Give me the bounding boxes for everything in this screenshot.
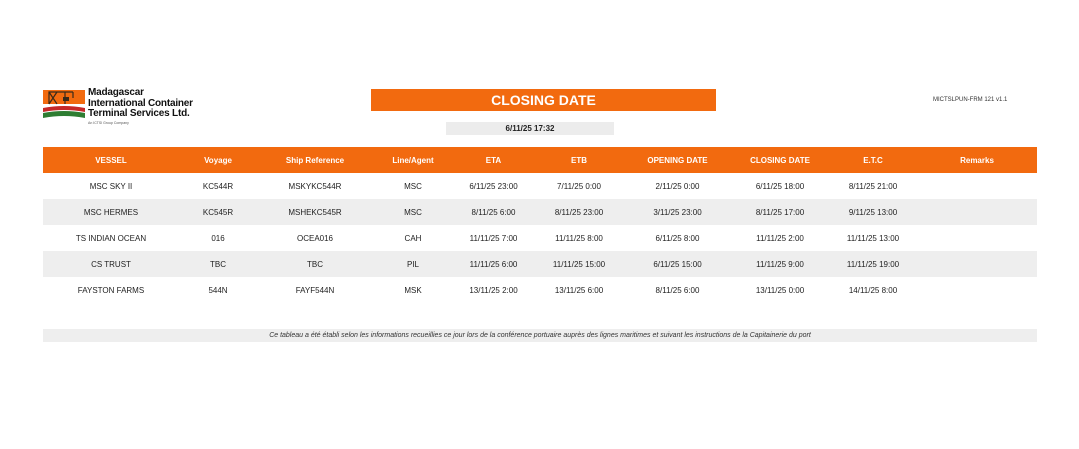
cell-closing-date: 6/11/25 18:00 — [755, 181, 805, 191]
column-header-eta: ETA — [485, 155, 502, 165]
cell-etb: 8/11/25 23:00 — [554, 207, 604, 217]
table-header — [43, 147, 1037, 173]
cell-line-agent: CAH — [404, 233, 422, 243]
column-header-etb: ETB — [571, 155, 587, 165]
cell-opening-date: 2/11/25 0:00 — [655, 181, 700, 191]
cell-opening-date: 6/11/25 8:00 — [655, 233, 700, 243]
column-header-opening-date: OPENING DATE — [647, 155, 708, 165]
cell-closing-date: 13/11/25 0:00 — [755, 285, 805, 295]
cell-voyage: KC545R — [202, 207, 234, 217]
footnote: Ce tableau a été établi selon les informations recueillies ce jour lors de la conférence portuaire auprès des lignes maritimes et suivant les instructions de la Capitainerie du port — [43, 329, 1037, 342]
cell-closing-date: 11/11/25 2:00 — [756, 233, 804, 243]
company-logo — [43, 88, 208, 128]
cell-line-agent: MSK — [404, 285, 422, 295]
cell-etb: 13/11/25 6:00 — [554, 285, 604, 295]
cell-eta: 6/11/25 23:00 — [469, 181, 518, 191]
cell-voyage: 016 — [211, 233, 225, 243]
cell-etb: 7/11/25 0:00 — [557, 181, 601, 191]
column-header-vessel: VESSEL — [95, 155, 127, 165]
cell-line-agent: PIL — [406, 259, 419, 269]
crane-logo-icon — [43, 88, 85, 120]
cell-eta: 13/11/25 2:00 — [469, 285, 518, 295]
cell-ship-reference: MSKYKC544R — [288, 181, 342, 191]
cell-vessel: MSC SKY II — [89, 181, 133, 191]
report-datetime: 6/11/25 17:32 — [446, 122, 614, 135]
form-code: MICTSLPUN-FRM 121 v1.1 — [933, 97, 1008, 103]
cell-etb: 11/11/25 15:00 — [552, 259, 606, 269]
cell-ship-reference: MSHEKC545R — [288, 207, 342, 217]
cell-etc: 11/11/25 19:00 — [846, 259, 900, 269]
page-title: CLOSING DATE — [371, 89, 716, 111]
logo-tagline: An ICTSI Group Company — [88, 121, 129, 125]
cell-ship-reference: TBC — [307, 259, 323, 269]
column-header-voyage: Voyage — [204, 155, 232, 165]
logo-line-1: Madagascar — [88, 87, 144, 98]
cell-eta: 11/11/25 6:00 — [469, 259, 518, 269]
cell-voyage: KC544R — [202, 181, 234, 191]
cell-vessel: CS TRUST — [91, 259, 131, 269]
column-header-closing-date: CLOSING DATE — [750, 155, 810, 165]
cell-eta: 11/11/25 7:00 — [469, 233, 518, 243]
cell-closing-date: 11/11/25 9:00 — [756, 259, 804, 269]
cell-vessel: MSC HERMES — [83, 207, 139, 217]
column-header-remarks: Remarks — [960, 155, 994, 165]
column-header-line-agent: Line/Agent — [392, 155, 434, 165]
cell-opening-date: 8/11/25 6:00 — [655, 285, 700, 295]
cell-etb: 11/11/25 8:00 — [555, 233, 603, 243]
closing-date-table — [43, 147, 1037, 303]
cell-etc: 8/11/25 21:00 — [848, 181, 898, 191]
cell-voyage: TBC — [210, 259, 226, 269]
cell-voyage: 544N — [208, 285, 228, 295]
column-header-ship-reference: Ship Reference — [285, 155, 345, 165]
cell-vessel: FAYSTON FARMS — [77, 285, 145, 295]
cell-etc: 11/11/25 13:00 — [846, 233, 900, 243]
cell-closing-date: 8/11/25 17:00 — [755, 207, 805, 217]
cell-ship-reference: FAYF544N — [295, 285, 335, 295]
table-row — [43, 199, 1037, 225]
table-row — [43, 251, 1037, 277]
table-row — [43, 225, 1037, 251]
table-row — [43, 277, 1037, 303]
cell-etc: 9/11/25 13:00 — [848, 207, 898, 217]
cell-etc: 14/11/25 8:00 — [848, 285, 898, 295]
cell-vessel: TS INDIAN OCEAN — [75, 233, 147, 243]
cell-opening-date: 6/11/25 15:00 — [653, 259, 702, 269]
column-header-etc: E.T.C — [863, 155, 883, 165]
cell-line-agent: MSC — [404, 181, 422, 191]
cell-opening-date: 3/11/25 23:00 — [653, 207, 702, 217]
cell-eta: 8/11/25 6:00 — [471, 207, 516, 217]
table-row — [43, 173, 1037, 199]
logo-line-3: Terminal Services Ltd. — [88, 108, 190, 119]
logo-line-2: International Container — [88, 97, 193, 109]
cell-line-agent: MSC — [404, 207, 422, 217]
cell-ship-reference: OCEA016 — [296, 233, 334, 243]
